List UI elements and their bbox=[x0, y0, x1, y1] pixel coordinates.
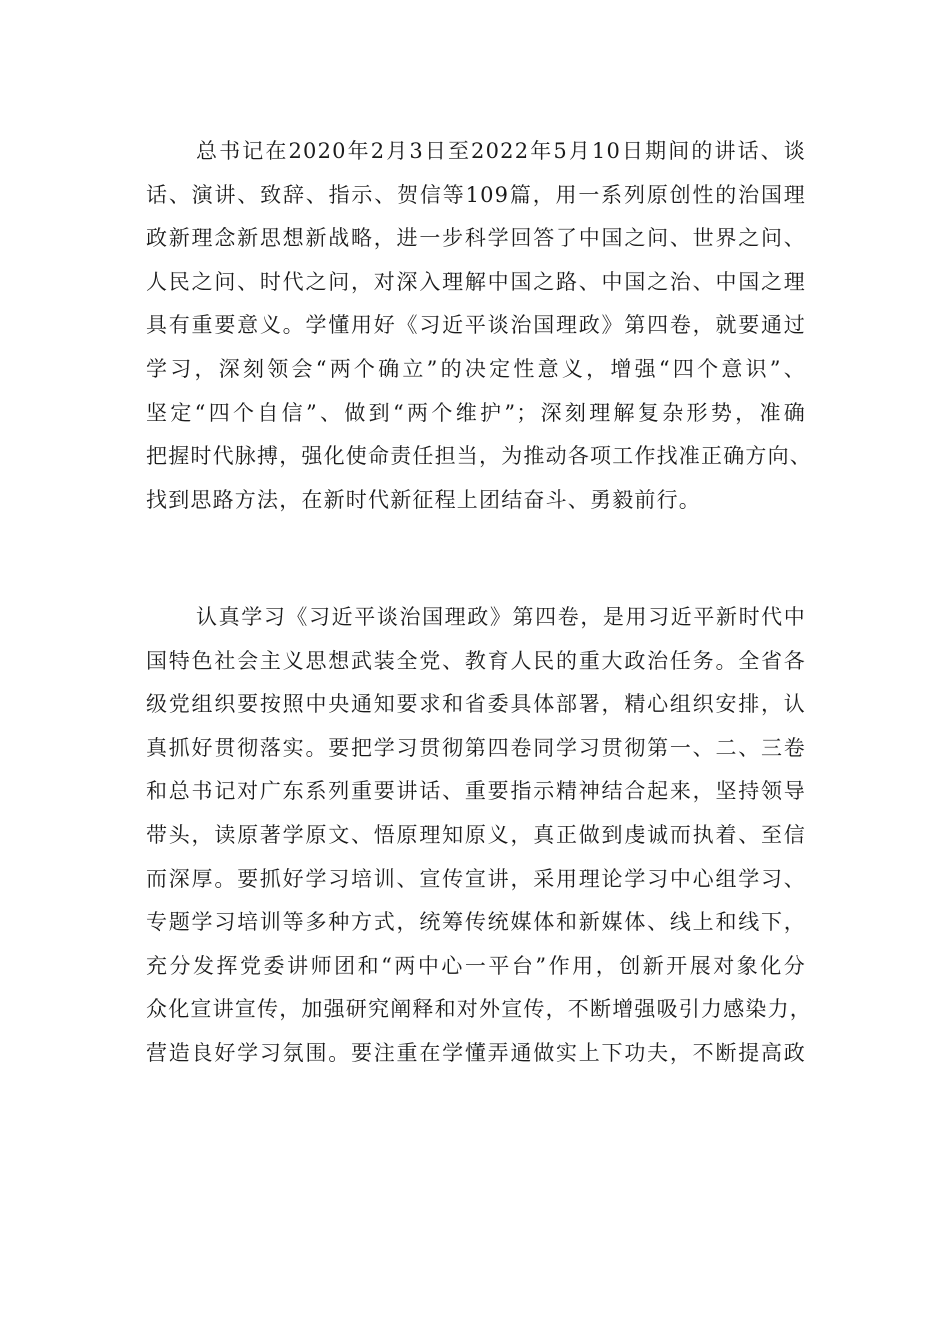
paragraph-line: 总书记在2020年2月3日至2022年5月10日期间的讲话、谈 bbox=[196, 139, 806, 163]
paragraph-line: 认真学习《习近平谈治国理政》第四卷，是用习近平新时代中 bbox=[196, 605, 806, 629]
paragraph-line: 把握时代脉搏，强化使命责任担当，为推动各项工作找准正确方向、 bbox=[146, 444, 812, 469]
paragraph-line: 人民之问、时代之问，对深入理解中国之路、中国之治、中国之理 bbox=[146, 269, 806, 294]
paragraph-line: 而深厚。要抓好学习培训、宣传宣讲，采用理论学习中心组学习、 bbox=[146, 866, 806, 891]
paragraph-line: 专题学习培训等多种方式，统筹传统媒体和新媒体、线上和线下， bbox=[146, 910, 806, 935]
paragraph-line: 具有重要意义。学懂用好《习近平谈治国理政》第四卷，就要通过 bbox=[146, 313, 806, 338]
paragraph-1 bbox=[146, 130, 812, 522]
paragraph-line: 众化宣讲宣传，加强研究阐释和对外宣传，不断增强吸引力感染力， bbox=[146, 997, 812, 1022]
paragraph-line: 营造良好学习氛围。要注重在学懂弄通做实上下功夫，不断提高政 bbox=[146, 1040, 806, 1065]
paragraph-line: 坚定“四个自信”、做到“两个维护”；深刻理解复杂形势，准确 bbox=[146, 400, 806, 425]
paragraph-line: 充分发挥党委讲师团和“两中心一平台”作用，创新开展对象化分 bbox=[146, 953, 806, 978]
paragraph-line: 级党组织要按照中央通知要求和省委具体部署，精心组织安排，认 bbox=[146, 692, 806, 717]
paragraph-line: 话、演讲、致辞、指示、贺信等109篇，用一系列原创性的治国理 bbox=[146, 182, 806, 207]
paragraph-line: 政新理念新思想新战略，进一步科学回答了中国之问、世界之问、 bbox=[146, 226, 806, 251]
paragraph-line: 学习，深刻领会“两个确立”的决定性意义，增强“四个意识”、 bbox=[146, 356, 806, 381]
paragraph-line: 真抓好贯彻落实。要把学习贯彻第四卷同学习贯彻第一、二、三卷 bbox=[146, 735, 806, 760]
paragraph-line: 带头，读原著学原文、悟原理知原义，真正做到虔诚而执着、至信 bbox=[146, 822, 806, 847]
paragraph-2 bbox=[146, 596, 812, 1076]
paragraph-line: 找到思路方法，在新时代新征程上团结奋斗、勇毅前行。 bbox=[146, 487, 701, 512]
paragraph-line: 和总书记对广东系列重要讲话、重要指示精神结合起来，坚持领导 bbox=[146, 779, 806, 804]
paragraph-line: 国特色社会主义思想武装全党、教育人民的重大政治任务。全省各 bbox=[146, 648, 806, 673]
